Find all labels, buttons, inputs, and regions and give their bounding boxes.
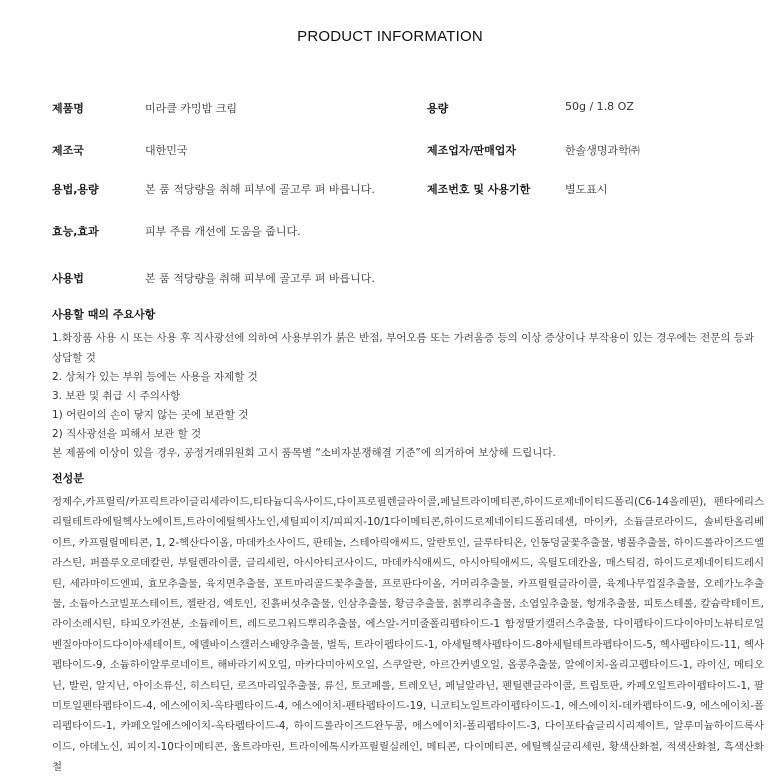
caution-line: 1.화장품 사용 시 또는 사용 후 직사광선에 의하여 사용부위가 붉은 반점, 부어오름 또는 가려움증 등의 이상 증상이나 부작용이 있는 경우에는 전문의 등과 상담할 것 xyxy=(52,332,755,364)
info-row-efficacy xyxy=(52,223,752,241)
caution-line: 본 제품에 이상이 있을 경우, 공정거래위원회 고시 품목별 “소비자분쟁해결 기준”에 의거하여 보상해 드립니다. xyxy=(52,447,556,459)
ingredients-title: 전성분 xyxy=(52,472,84,485)
value-lot-expiry: 별도표시 xyxy=(565,183,608,196)
value-efficacy: 피부 주름 개선에 도움을 줍니다. xyxy=(145,225,301,238)
value-country: 대한민국 xyxy=(145,144,188,157)
caution-line: 1) 어린이의 손이 닿지 않는 곳에 보관할 것 xyxy=(52,409,249,421)
caution-title: 사용할 때의 주요사항 xyxy=(52,308,156,321)
value-manufacturer: 한솔생명과학㈜ xyxy=(565,144,640,157)
value-usage-dosage: 본 품 적당량을 취해 피부에 골고루 펴 바릅니다. xyxy=(145,183,375,196)
caution-line: 3. 보관 및 취급 시 주의사항 xyxy=(52,390,181,402)
label-manufacturer: 제조업자/판매업자 xyxy=(427,144,517,157)
ingredients-section xyxy=(52,470,764,778)
label-lot-expiry: 제조번호 및 사용기한 xyxy=(427,183,531,196)
label-efficacy: 효능,효과 xyxy=(52,225,99,238)
value-product-name: 미라클 카밍밤 크림 xyxy=(145,102,238,115)
ingredients-list: 정제수,카프릴릭/카프릭트라이글리세라이드,티타늄디옥사이드,다이프로필렌글라이콜,페닐트라이메티콘,하이드로제네이티드폴리(C6-14올레핀), 펜타에리스리틸테트라에틸헥사노에이트,트라이에틸헥사노인,세틸피이지/피피지-10/1다이메티콘,하이드로제네이티드폴리데센, 마이카, 소듐클로라이드, 솔비탄올리베이트, 카프릴릴메티콘, 1, 2-헥산다이올, 마데카소사이드, 판테놀, 스테아릭애씨드, 알란토인, 글루타티온, 인동덩굴꽃추출물, 병풀추출물, 하이드롤라이즈드엘라스틴, 퍼플루오로데칼린, 부틸렌라이콜, 글리세린, 아시아티코사이드, 마데카식애씨드, 아시아틱애씨드, 옥틸도데칸올, 매스틱검, 하이드로제네이티드레시틴, 세라마이드엔피, 효모추출물, 육지면추출물, 포트마리골드꽃추출물, 프로판다이올, 거머리추출물, 카프릴릴글라이콜, 육계나무껍질추출물, 오레가노추출물, 소듐아스코빌포스테이트, 젤란검, 엑토인, 진흙버섯추출물, 인삼추출물, 황금추출물, 칡뿌리추출물, 소엽잎추출물, 헝개추출물, 피토스테롤, 칼슘락테이트, 라이소레시틴, 타피오카전분, 소듐레이트, 레드로그워드뿌리추출물, 에스알-거미줄폴리펩타이드-1 함정딸기캘러스추출물, 다이펩타이드다이아미노뷰티로일벤질아마이드다이아세테이트, 에델바이스캘러스배양추출물, 벌독, 트라이펩타이드-1, 아세틸헥사펩타이드-8아세틸테트라펩타이드-5, 헥사펩타이드-11, 헥사펩타이드-9, 소듐하이알루로네이트, 해바라기씨오일, 마카다미아씨오일, 스쿠알란, 아르간커넬오일, 올콩추출물, 알에이치-올리고펩타이드-1, 라이신, 메티오닌, 발린, 알지닌, 아이소류신, 히스티딘, 로즈마리잎추출물, 류신, 토코페롤, 트레오닌, 페닐알라닌, 펜틸렌글라이콜, 트립토판, 카페오일트라이펩타이드-1, 팔미토일펜타펩타이드-4, 에스에이치-옥타펩타이드-4, 에스에이치-펜타펩타이드-19, 니코티노일트라이펩타이드-1, 에스에이치-데카펩타이드-9, 에스에이치-폴리펩타이드-1, 카페오일에스에이치-옥타펩타이드-4, 하이드롤라이즈드완두콩, 에스에이치-폴리펩타이드-3, 다이포타슘글리시리제이트, 알루미늄하이드록사이드, 아데노신, 피이지-10다이메티콘, 울트라마린, 트라이에톡시카프릴릴실레인, 메티콘, 다이메티콘, 에틸헥실글리세린, 황색산화철, 적색산화철, 흑색산화철 xyxy=(52,496,764,774)
caution-section xyxy=(52,306,764,463)
label-usage-dosage: 용법,용량 xyxy=(52,183,99,196)
label-product-name: 제품명 xyxy=(52,102,84,115)
caution-line: 2. 상처가 있는 부위 등에는 사용을 자제할 것 xyxy=(52,371,258,383)
info-row-directions xyxy=(52,270,752,288)
label-volume: 용량 xyxy=(427,102,449,115)
label-country: 제조국 xyxy=(52,144,84,157)
caution-line: 2) 직사광선을 피해서 보관 할 것 xyxy=(52,428,202,440)
value-directions: 본 품 적당량을 취해 피부에 골고루 펴 바릅니다. xyxy=(145,272,375,285)
page-title: PRODUCT INFORMATION xyxy=(297,28,483,45)
label-directions: 사용법 xyxy=(52,272,84,285)
info-row-country xyxy=(52,142,752,160)
info-row-usage xyxy=(52,181,752,199)
info-row-name xyxy=(52,100,752,118)
value-volume: 50g / 1.8 OZ xyxy=(565,100,634,113)
